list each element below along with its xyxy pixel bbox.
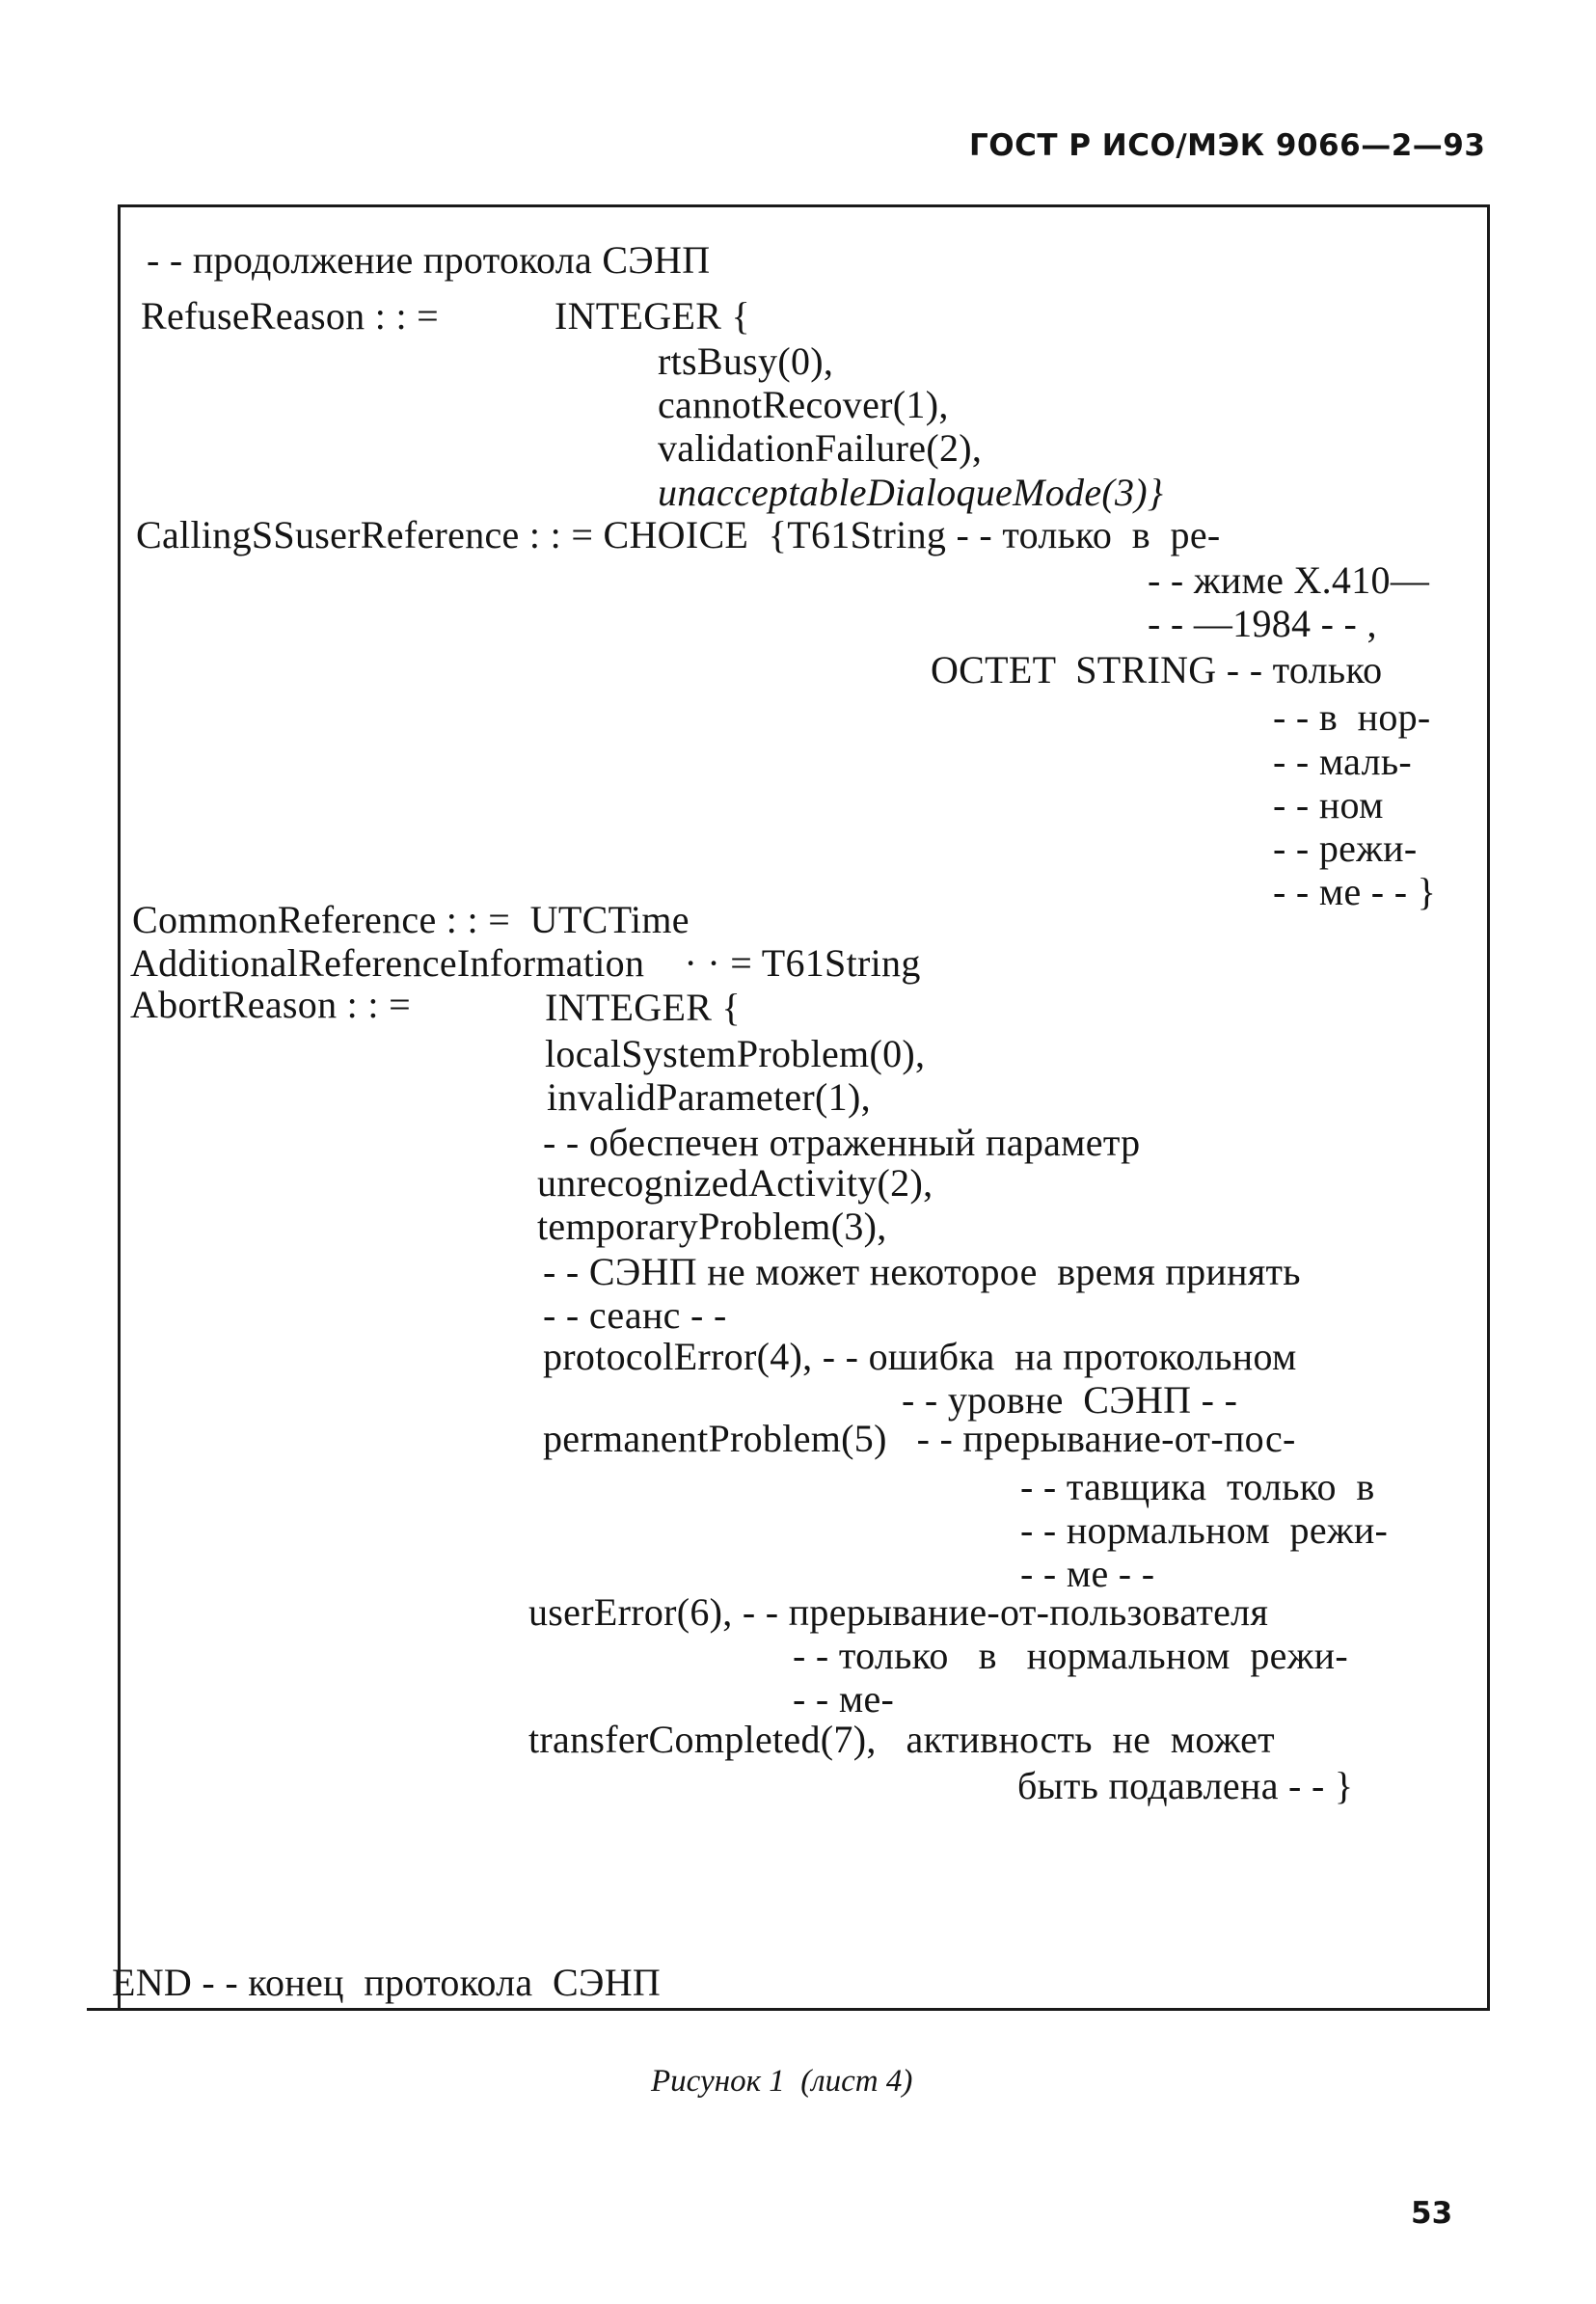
- listing-line: CallingSSuserReference : : = CHOICE {T61String - - только в ре-: [136, 513, 1221, 556]
- listing-line: validationFailure(2),: [658, 426, 983, 470]
- listing-line: localSystemProblem(0),: [545, 1032, 926, 1075]
- listing-line: - - обеспечен отраженный параметр: [543, 1121, 1141, 1164]
- frame-left-rule: [118, 204, 121, 2010]
- listing-line: - - тавщика только в: [1020, 1465, 1375, 1508]
- listing-line: INTEGER {: [545, 986, 741, 1029]
- listing-line: permanentProblem(5) - - прерывание-от-пос-: [543, 1417, 1296, 1460]
- listing-line: cannotRecover(1),: [658, 383, 949, 426]
- listing-line: - - ме - - }: [1273, 870, 1437, 913]
- listing-line: - - в нор-: [1273, 695, 1431, 739]
- listing-line: OCTET STRING - - только: [931, 648, 1383, 691]
- listing-line: rtsBusy(0),: [658, 339, 834, 383]
- listing-line: AdditionalReferenceInformation · · = T61String: [130, 941, 921, 985]
- listing-line: - - —1984 - - ,: [1148, 602, 1377, 645]
- listing-line: - - нормальном режи-: [1020, 1508, 1389, 1552]
- page-header: ГОСТ Р ИСО/МЭК 9066—2—93: [969, 128, 1486, 163]
- listing-line: userError(6), - - прерывание-от-пользователя: [528, 1590, 1269, 1634]
- listing-line: INTEGER {: [555, 294, 750, 338]
- listing-line: unacceptableDialoqueMode(3)}: [658, 471, 1164, 514]
- frame-right-rule: [1487, 204, 1490, 2010]
- listing-line: - - сеанс - -: [543, 1293, 727, 1337]
- listing-line: - - жиме X.410—: [1148, 558, 1430, 602]
- listing-line: - - СЭНП не может некоторое время принять: [543, 1250, 1301, 1293]
- listing-line: - - ме-: [793, 1677, 895, 1721]
- listing-line: быть подавлена - - }: [1017, 1764, 1354, 1807]
- listing-line: AbortReason : : =: [130, 983, 411, 1026]
- listing-line: - - ном: [1273, 783, 1384, 827]
- listing-line: RefuseReason : : =: [141, 294, 440, 338]
- listing-line: END - - конец протокола СЭНП: [112, 1961, 662, 2004]
- listing-line: CommonReference : : = UTCTime: [132, 898, 690, 941]
- listing-line: unrecognizedActivity(2),: [537, 1161, 933, 1205]
- frame-top-rule: [121, 204, 1490, 207]
- figure-caption: Рисунок 1 (лист 4): [651, 2064, 913, 2099]
- listing-line: - - маль-: [1273, 740, 1413, 783]
- listing-line: - - ме - -: [1020, 1552, 1155, 1595]
- listing-line: protocolError(4), - - ошибка на протокольном: [543, 1335, 1297, 1378]
- frame-bottom-rule: [87, 2008, 1490, 2011]
- listing-line: - - только в нормальном режи-: [793, 1634, 1348, 1677]
- listing-line: - - уровне СЭНП - -: [902, 1378, 1238, 1422]
- listing-line: - - продолжение протокола СЭНП: [147, 238, 711, 282]
- listing-line: temporaryProblem(3),: [537, 1205, 887, 1248]
- page-number: 53: [1411, 2196, 1453, 2231]
- listing-line: - - режи-: [1273, 827, 1418, 870]
- listing-line: transferCompleted(7), активность не может: [528, 1718, 1275, 1761]
- listing-line: invalidParameter(1),: [547, 1075, 871, 1119]
